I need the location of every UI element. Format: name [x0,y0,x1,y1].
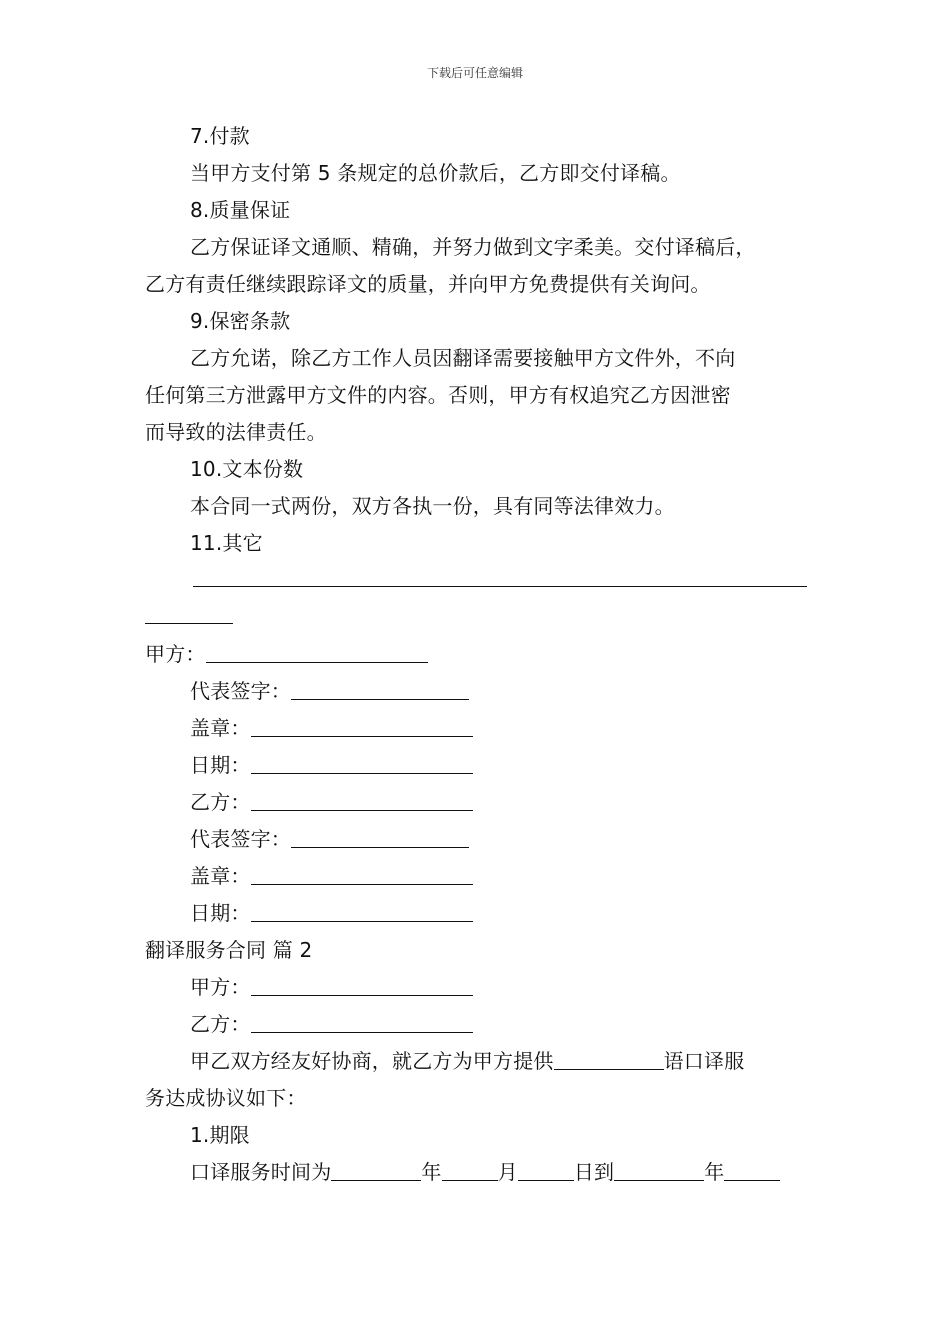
seal-label: 盖章： [190,864,251,888]
day-blank [518,1158,574,1181]
day-to-label: 日到 [573,1160,615,1184]
signature-seal-2 [145,858,810,895]
intro-text-1: 甲乙双方经友好协商，就乙方为甲方提供 [190,1049,554,1073]
section-7-title: 7.付款 [190,124,250,148]
contract-2-title: 翻译服务合同 篇 2 [145,938,313,962]
signature-party-a [145,636,810,673]
date-label: 日期： [190,901,251,925]
party-a-label: 甲方： [145,642,206,666]
rep-sign-blank [291,677,469,700]
section-7-body: 当甲方支付第 5 条规定的总价款后，乙方即交付译稿。 [190,161,681,185]
party-b-blank [251,1010,473,1033]
seal-label: 盖章： [190,716,251,740]
rep-sign-blank [291,825,469,848]
language-blank [554,1047,664,1070]
party-a-label: 甲方： [190,975,251,999]
year-blank [614,1158,704,1181]
intro-text-2: 语口译服 [663,1049,745,1073]
month-blank [724,1158,780,1181]
party-b-label: 乙方： [190,1012,251,1036]
section-8-line-2: 乙方有责任继续跟踪译文的质量，并向甲方免费提供有关询问。 [145,272,711,296]
contract-2-party-a [145,969,810,1006]
month-label: 月 [497,1160,518,1184]
date-blank [251,751,473,774]
section-9-line-1: 乙方允诺，除乙方工作人员因翻译需要接触甲方文件外，不向 [190,346,736,370]
month-blank [442,1158,498,1181]
section-11-title: 11.其它 [190,531,263,555]
rep-sign-label: 代表签字： [190,679,291,703]
section-9-title: 9.保密条款 [190,309,291,333]
section-10-title: 10.文本份数 [190,457,304,481]
other-terms-blank-line-1 [145,562,810,599]
rep-sign-label: 代表签字： [190,827,291,851]
signature-seal-1 [145,710,810,747]
other-terms-blank-line-2 [145,599,810,636]
date-blank [251,899,473,922]
contract-2-period-line [145,1154,810,1191]
signature-party-b [145,784,810,821]
document-body [145,118,810,1191]
page-header: 下载后可任意编辑 [426,66,523,80]
signature-rep-sign-1 [145,673,810,710]
party-b-blank [251,788,473,811]
party-a-blank [251,973,473,996]
section-9-line-3: 而导致的法律责任。 [145,420,327,444]
seal-blank [251,714,473,737]
year-blank [331,1158,421,1181]
year-label: 年 [704,1160,725,1184]
party-a-blank [206,640,428,663]
underline [145,623,233,624]
section-9-line-2: 任何第三方泄露甲方文件的内容。否则，甲方有权追究乙方因泄密 [145,383,731,407]
section-8-line-1: 乙方保证译文通顺、精确，并努力做到文字柔美。交付译稿后， [190,235,756,259]
underline [193,586,807,587]
seal-blank [251,862,473,885]
contract-2-intro-line-1 [145,1043,810,1080]
party-b-label: 乙方： [190,790,251,814]
signature-date-2 [145,895,810,932]
date-label: 日期： [190,753,251,777]
signature-date-1 [145,747,810,784]
section-8-title: 8.质量保证 [190,198,291,222]
period-label: 口译服务时间为 [190,1160,332,1184]
year-label: 年 [421,1160,442,1184]
contract-2-intro-line-2: 务达成协议如下： [145,1086,307,1110]
contract-2-section-1-title: 1.期限 [190,1123,250,1147]
section-10-body: 本合同一式两份，双方各执一份，具有同等法律效力。 [190,494,675,518]
contract-2-party-b [145,1006,810,1043]
signature-rep-sign-2 [145,821,810,858]
